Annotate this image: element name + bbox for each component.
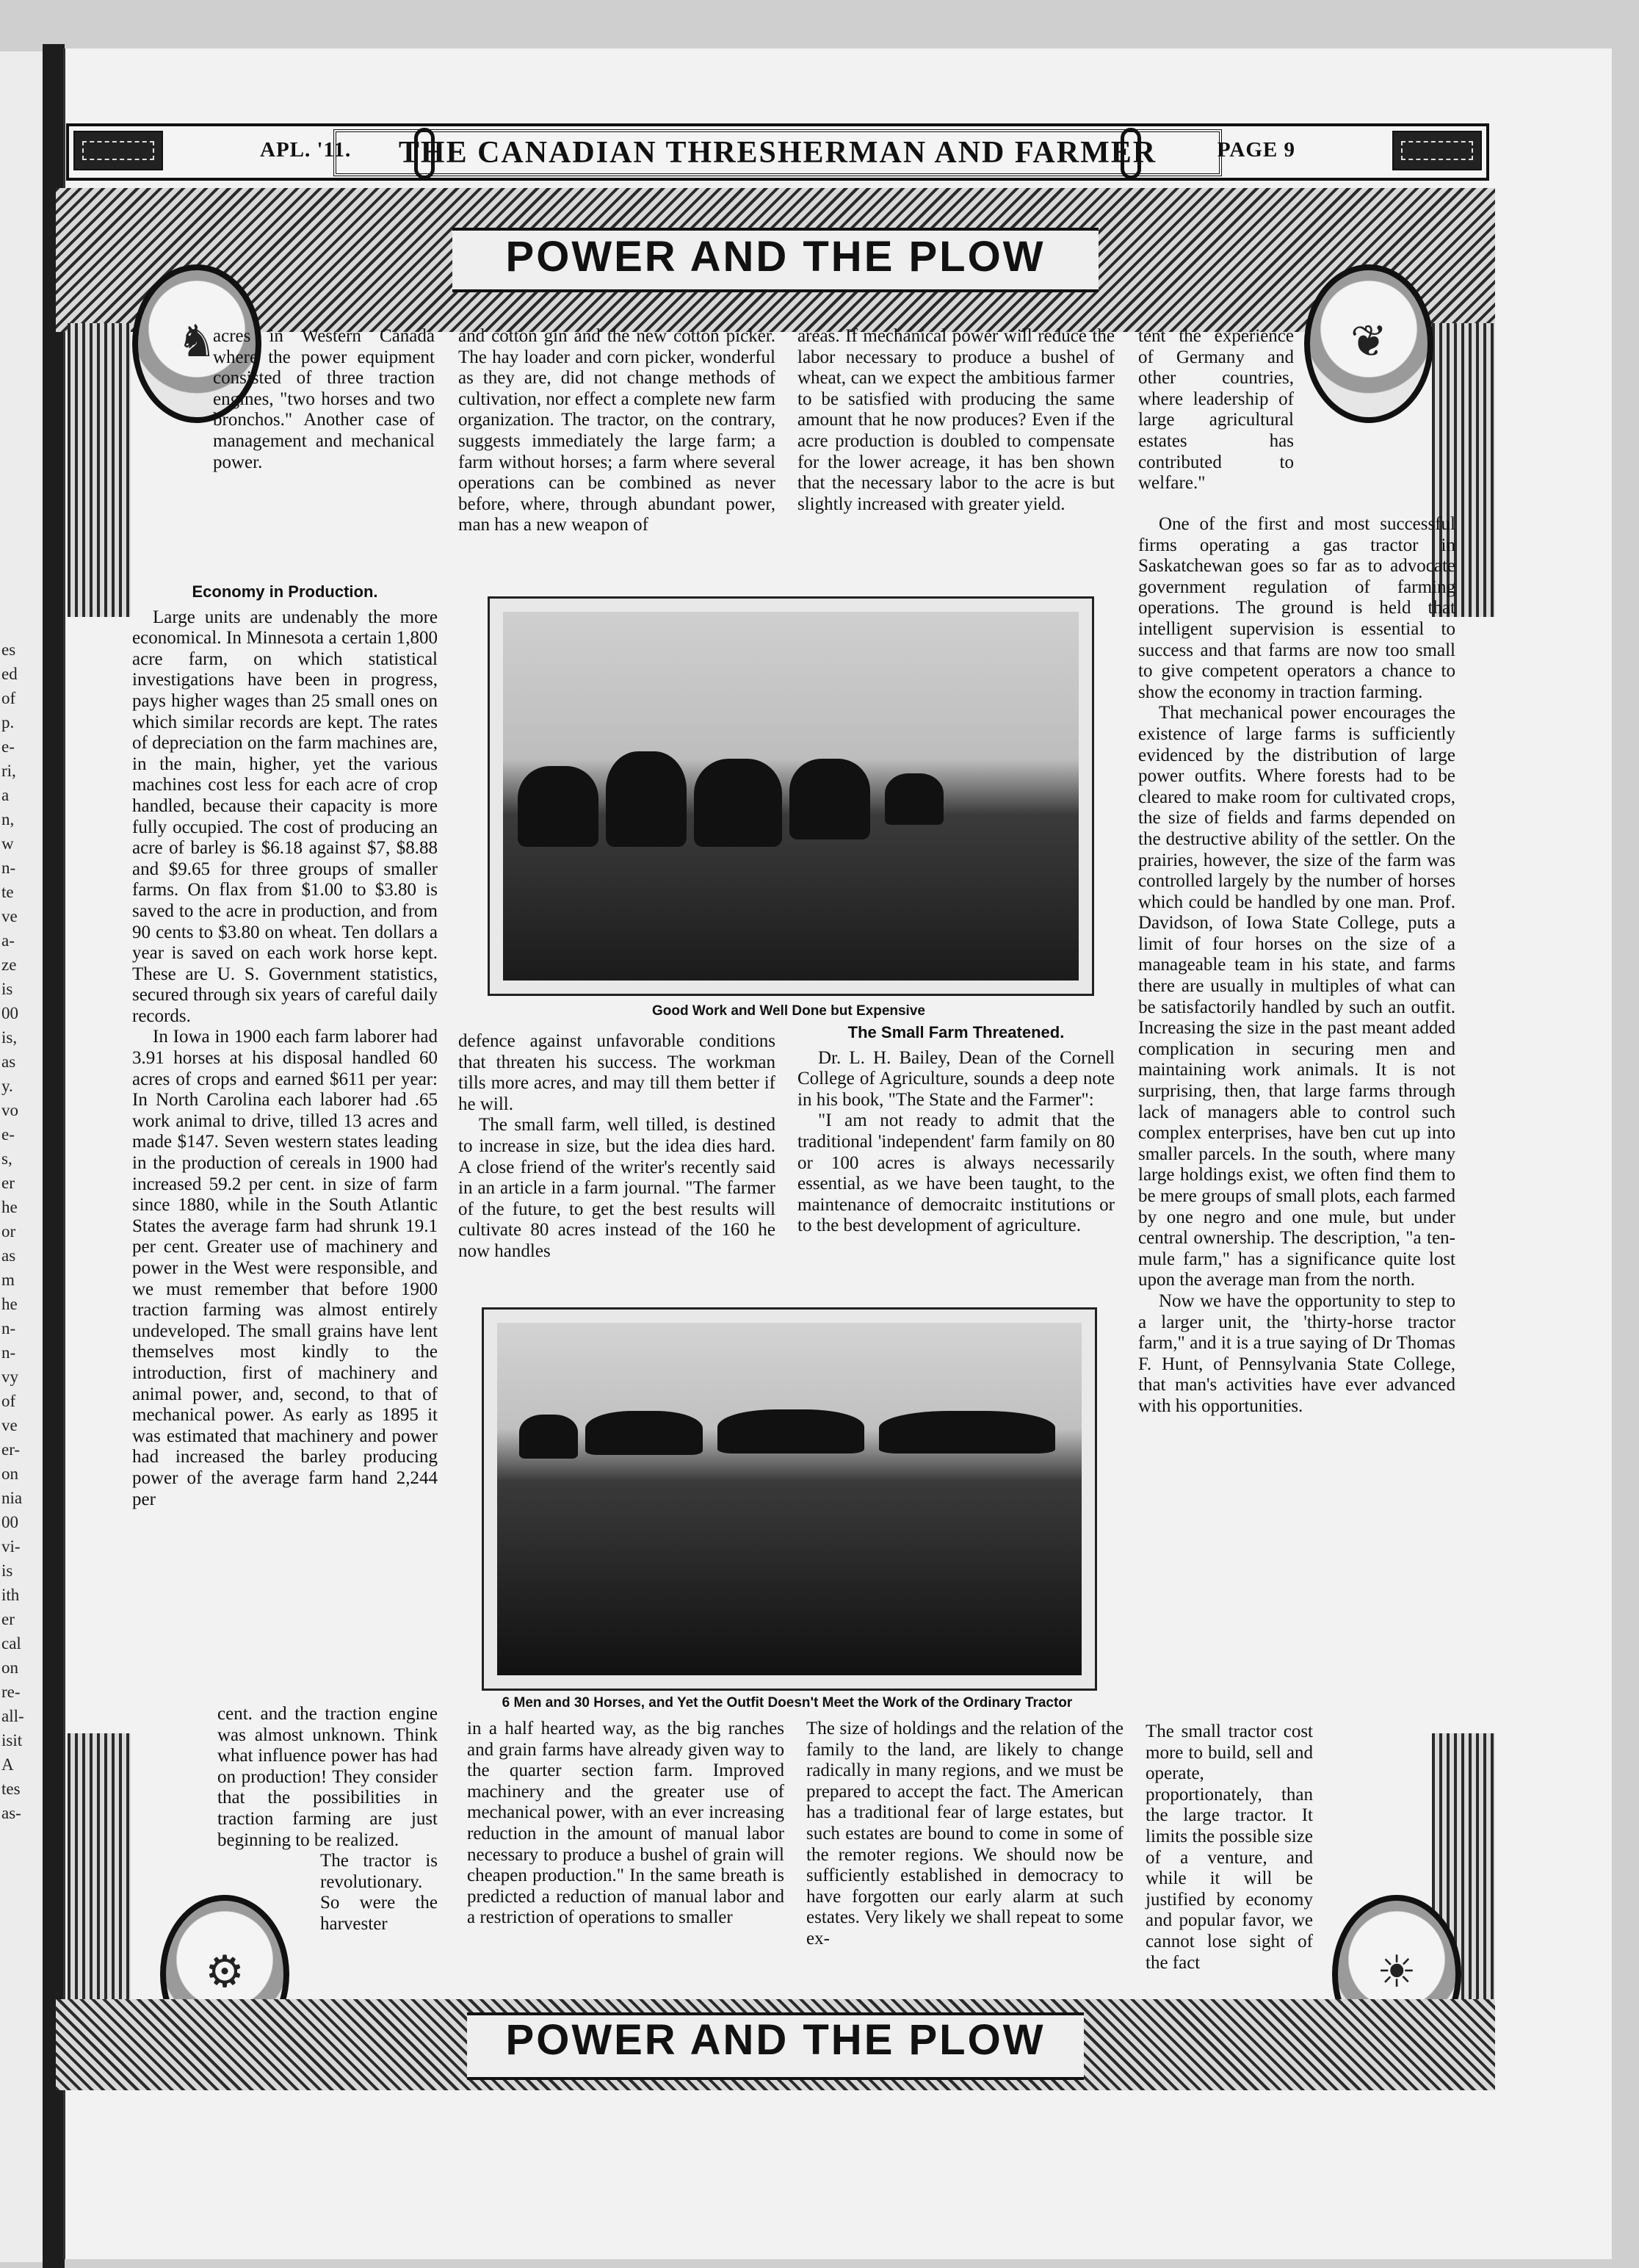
prev-page-fragment: ed [1,665,18,683]
column-1-intro [213,326,435,473]
prev-page-fragment: e- [1,737,15,756]
prev-page-fragment: a- [1,931,15,950]
left-plowed-border [68,323,131,617]
column-2-bottom [467,1719,784,1929]
paragraph: Now we have the opportunity to step to a larger unit, the 'thirty-horse tractor farm," and it is a true saying of Dr Thomas F. Hunt, of Pennsylvania State College, that man's activities have ever advanced with his opportunities. [1138,1290,1455,1416]
left-bottom-border [68,1733,131,2012]
prev-page-fragment: on [1,1465,18,1483]
issue-date: APL. '11. [260,138,352,162]
page-number: PAGE 9 [1217,138,1295,162]
paragraph: The small farm, well tilled, is destined to increase in size, but the idea dies hard. A close friend of the writer's recently said in an article in a farm journal. "The farmer of the future, to get the best results will cultivate 80 acres instead of the 160 he now handles [458,1115,775,1261]
prev-page-fragment: s, [1,1149,12,1168]
photo-six-men-thirty-horses [482,1307,1097,1691]
farmer-sheaf-medallion-icon: ❦ [1304,264,1433,423]
article-title-repeat: POWER AND THE PLOW [505,2016,1046,2064]
horse-plow-medallion-icon: ♞ [132,264,261,423]
prev-page-fragment: nia [1,1489,23,1507]
prev-page-fragment: A [1,1755,14,1774]
prev-page-fragment: n- [1,859,16,877]
prev-page-fragment: vi- [1,1537,21,1556]
prev-page-fragment: ve [1,1416,18,1434]
prev-page-fragment: ith [1,1586,20,1604]
paragraph: Large units are undenably the more economical. In Minnesota a certain 1,800 acre farm, on which statistical investigations have been in progress, pays higher wages than 25 small ones on which similar records are kept. The rates of depreciation on the farm machines are, in the main, higher, yet the various machines cost less for each acre of crop handled, because their capacity is more fully occupied. The cost of producing an acre of barley is $6.18 against $7, $8.88 and $9.65 for three groups of smaller farms. On flax from $1.00 to $3.80 is saved to the acre in production, and from 90 cents to $3.80 on wheat. Ten dollars a year is saved on each work horse kept. These are U. S. Government statistics, secured through six years of careful daily records. [132,607,438,1026]
intro-paragraph: acres in Western Canada where the power equipment consisted of three traction engines, "two horses and two bronchos." Another case of management and mechanical power. [213,326,435,472]
prev-page-fragment: ri, [1,762,16,780]
top-banner [56,188,1495,332]
prev-page-fragment: as- [1,1804,21,1822]
column-1 [132,573,438,1510]
harvest-medallion-icon: ☀ [1332,1895,1461,2054]
prev-page-fragment: ve [1,907,18,925]
prev-page-fragment: is [1,980,13,998]
prev-page-fragment: te [1,883,14,901]
header-scroll-right-icon [1121,128,1141,179]
prev-page-fragment: of [1,689,16,707]
prev-page-fragment: w [1,834,14,853]
prev-page-fragment: 00 [1,1513,18,1531]
magazine-title: THE CANADIAN THRESHERMAN AND FARMER [333,129,1222,176]
paragraph: That mechanical power encourages the existence of large farms is sufficiently evidenced by the distribution of large power outfits. Where forests had to be cleared to make room for cultivated crops, the size of fields and farms depended on the destructive ability of the settler. On the prairies, however, the size of the farm was controlled largely by the number of horses which could be handled by one man. Prof. Davidson, of Iowa State College, puts a limit of four horses on the size of a manageable team in his state, and farms there are usually in multiples of what can be satisfactorily handled by such an outfit. Increasing the size in the past meant added complication in securing men and maintaining work animals. It is not surprising, then, that large farms through lack of managers able to control such complex enterprises, have ben cut up into smaller parcels. In the south, where many large holdings exist, we often find them to be mere groups of small plots, each farmed by one negro and one mule, but under central ownership. The description, "a ten-mule farm," has a significance quite lost upon the average man from the north. [1138,703,1455,1290]
paragraph: and cotton gin and the new cotton picker. The hay loader and corn picker, wonderful as they are, did not change methods of cultivation, nor effect a complete new farm organization. The tractor, on the contrary, suggests immediately the large farm; a farm without horses; a farm where several operations can be combined as never before, where, through abundant power, man has a new weapon of [458,326,775,535]
prev-page-fragment: er [1,1610,15,1628]
prev-page-fragment: as [1,1246,16,1265]
column-4 [1138,514,1455,1418]
prev-page-fragment: of [1,1392,16,1410]
page-header [66,123,1489,181]
prev-page-fragment: 00 [1,1004,18,1022]
prev-page-fragment: a [1,786,10,804]
prev-page-fragment: he [1,1198,18,1216]
paragraph: The size of holdings and the relation of the family to the land, are likely to change radically in many regions, and we must be prepared to accept the fact. The American has a traditional fear of large estates, but such estates are bound to come in some of the remoter regions. We should now be sufficiently established in democracy to have forgotten our early alarm at such estates. Very likely we shall repeat to some ex- [806,1719,1124,1949]
column-4-top [1138,326,1294,494]
column-3-bottom [806,1719,1124,1950]
paragraph: One of the first and most successful firms operating a gas tractor in Saskatchewan goes so far as to advocate government regulation of farming operations. The ground is held that intelligent supervision is essential to success and that farms are now too small to give competent operators a chance to show the economy in traction farming. [1138,514,1455,702]
column-2-top [458,326,775,536]
prev-page-fragment: e- [1,1125,15,1144]
prev-page-fragment: is, [1,1028,18,1047]
paragraph: defence against unfavorable conditions that threaten his success. The workman tills more acres, and may till them better if he will. [458,1031,775,1114]
subheading-small-farm: The Small Farm Threatened. [847,1023,1065,1041]
prev-page-fragment: n- [1,1343,16,1362]
prev-page-fragment: or [1,1222,16,1240]
photo-horse-team [488,596,1094,996]
prev-page-fragment: er [1,1174,15,1192]
header-ornament-right-icon [1392,131,1482,170]
previous-page-edge [0,51,44,2262]
column-1-tail [217,1704,438,1935]
prev-page-fragment: he [1,1295,18,1313]
paragraph: tent the experience of Germany and other countries, where leadership of large agricultural estates has contributed to welfare." [1138,326,1294,494]
prev-page-fragment: p. [1,713,15,732]
paragraph: "I am not ready to admit that the traditional 'independent' farm family on 80 or 100 acres is always necessarily essential, as we have been taught, to the maintenance of democraitc institutions or to the best development of agriculture. [797,1110,1115,1236]
prev-page-fragment: all- [1,1707,24,1725]
paragraph: cent. and the traction engine was almost unknown. Think what influence power has had on production! They consider that the possibilities in traction farming are just beginning to be realized. [217,1704,438,1850]
photo-horse-team-image [503,612,1079,980]
prev-page-fragment: as [1,1052,16,1071]
prev-page-fragment: tes [1,1780,21,1798]
paragraph: in a half hearted way, as the big ranches and grain farms have already given way to the quarter section farm. Improved machinery and the greater use of mechanical power, with an ever increasing reduction in the amount of manual labor necessary to produce a bushel of grain will cheapen production." In the same breath is predicted a reduction of manual labor and a restriction of operations to smaller [467,1719,784,1928]
prev-page-fragment: es [1,640,16,659]
column-3-top [797,326,1115,515]
subheading-economy: Economy in Production. [192,582,378,601]
photo-2-caption: 6 Men and 30 Horses, and Yet the Outfit Doesn't Meet the Work of the Ordinary Tractor [502,1695,1073,1711]
paragraph: areas. If mechanical power will reduce the labor necessary to produce a bushel of wheat, can we expect the ambitious farmer to be satisfied with producing the same amount that he now produces? Even if the acre production is doubled to compensate for the lower acreage, it has ben shown that the necessary labor to the acre is but slightly increased with greater yield. [797,326,1115,514]
article-title: POWER AND THE PLOW [505,233,1046,281]
prev-page-fragment: ze [1,956,17,974]
prev-page-fragment: vy [1,1368,18,1386]
prev-page-fragment: isit [1,1731,23,1749]
photo-1-caption: Good Work and Well Done but Expensive [652,1003,925,1019]
paragraph: Dr. L. H. Bailey, Dean of the Cornell College of Agriculture, sounds a deep note in his book, "The State and the Farmer": [797,1047,1115,1110]
column-3-mid [797,1022,1115,1237]
prev-page-fragment: y. [1,1077,13,1095]
prev-page-fragment: n- [1,1319,16,1337]
page-gutter [43,44,65,2268]
column-2-mid [458,1031,775,1263]
paragraph: In Iowa in 1900 each farm laborer had 3.91 horses at his disposal handled 60 acres of crops and earned $611 per year: In North Carolina each laborer had .65 work animal to drive, tilled 13 acres and made $147. Seven western states leading in the production of cereals in 1900 had increased 59.2 per cent. in size of farm since 1880, while in the South Atlantic States the average farm had shrunk 19.1 per cent. Greater use of machinery and power in the West were responsible, and we must remember that before 1900 traction farming was almost entirely undeveloped. The small grains have lent themselves most kindly to the introduction, first of machinery and animal power, and, second, to that of mechanical power. As early as 1895 it was estimated that machinery and power had increased the barley producing power of the average farm hand 2,244 per [132,1027,438,1509]
paragraph: The small tractor cost more to build, sell and operate, proportionately, than the large tractor. It limits the possible size of a venture, and while it will be justified by economy and popular favor, we cannot lose sight of the fact [1146,1722,1313,1973]
thresher-medallion-icon: ⚙ [160,1895,289,2054]
prev-page-fragment: vo [1,1101,18,1119]
header-ornament-left-icon [73,131,163,170]
prev-page-fragment: m [1,1271,15,1289]
prev-page-fragment: cal [1,1634,21,1653]
column-4-tail [1146,1722,1313,1973]
paragraph: The tractor is revolutionary. So were the harvester [320,1851,438,1934]
prev-page-fragment: on [1,1658,18,1677]
prev-page-fragment: is [1,1561,13,1580]
photo-six-men-thirty-horses-image [497,1323,1082,1675]
bottom-banner [56,1999,1495,2090]
prev-page-fragment: re- [1,1683,21,1701]
prev-page-fragment: er- [1,1440,21,1459]
prev-page-fragment: n, [1,810,15,828]
